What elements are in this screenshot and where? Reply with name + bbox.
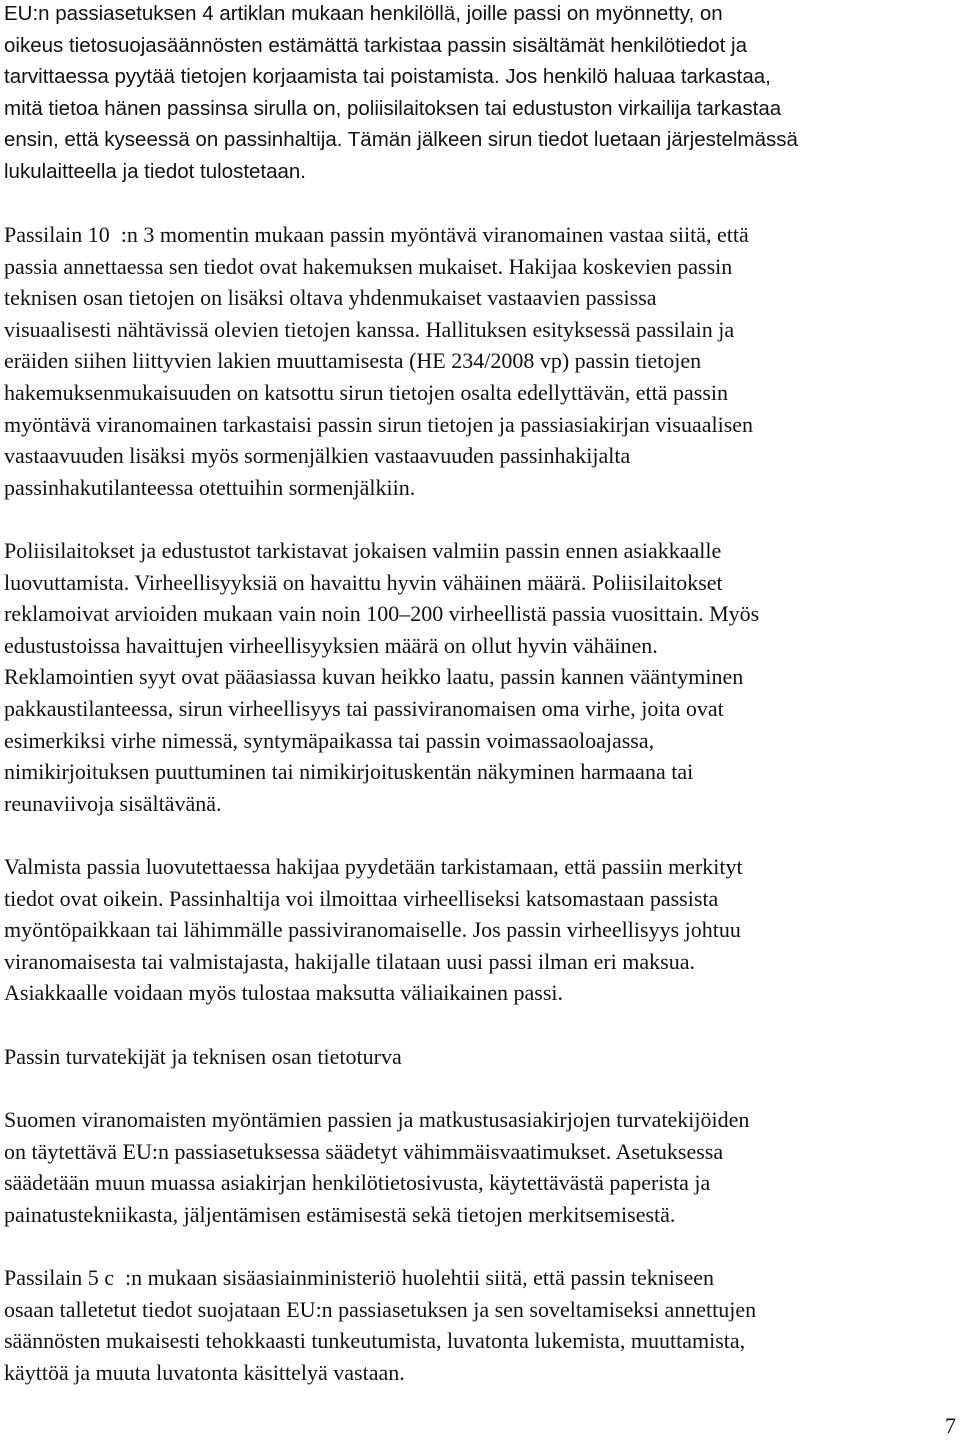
paragraph-security-features — [4, 1104, 749, 1230]
text-line: myöntävä viranomainen tarkastaisi passin sirun tietojen ja passiasiakirjan visuaalisen — [4, 411, 754, 437]
paragraph-passport-data-rights — [4, 0, 798, 188]
text-line: reklamoivat arvioiden mukaan vain noin 100–200 virheellistä passia vuosittain. Myös — [4, 601, 760, 627]
text-line: eräiden siihen liittyvien lakien muuttamisesta (HE 234/2008 vp) passin tietojen — [4, 348, 702, 374]
paragraph-passport-handover — [4, 851, 743, 1009]
paragraph-passport-law-section-10 — [4, 219, 753, 503]
text-line: reunaviivoja sisältävänä. — [4, 790, 222, 816]
text-line: pakkaustilanteessa, sirun virheellisyys tai passiviranomaisen oma virhe, joita ovat — [4, 695, 724, 721]
text-line: passia annettaessa sen tiedot ovat hakemuksen mukaiset. Hakijaa koskevien passin — [4, 253, 733, 279]
text-line: nimikirjoituksen puuttuminen tai nimikirjoituskentän näkyminen harmaana tai — [4, 759, 694, 785]
text-line: säädetään muun muassa asiakirjan henkilötietosivusta, käytettävästä paperista ja — [4, 1170, 711, 1196]
text-line: on täytettävä EU:n passiasetuksessa säädetyt vähimmäisvaatimukset. Asetuksessa — [4, 1138, 724, 1164]
text-line: Suomen viranomaisten myöntämien passien ja matkustusasiakirjojen turvatekijöiden — [4, 1107, 750, 1132]
text-line: vastaavuuden lisäksi myös sormenjälkien vastaavuuden passinhakijalta — [4, 443, 631, 469]
text-line: Passilain 10 :n 3 momentin mukaan passin myöntävä viranomainen vastaa siitä, että — [4, 222, 749, 247]
text-line: viranomaisesta tai valmistajasta, hakijalle tilataan uusi passi ilman eri maksua. — [4, 948, 695, 974]
text-line: luovuttamista. Virheellisyyksiä on havaittu hyvin vähäinen määrä. Poliisilaitokset — [4, 569, 723, 595]
text-line: lukulaitteella ja tiedot tulostetaan. — [4, 159, 307, 183]
text-line: tarvittaessa pyytää tietojen korjaamista tai poistamista. Jos henkilö haluaa tarkastaa, — [4, 65, 771, 89]
page-number: 7 — [945, 1413, 956, 1438]
text-line: myöntöpaikkaan tai lähimmälle passiviranomaiselle. Jos passin virheellisyys johtuu — [4, 917, 741, 943]
text-line: mitä tietoa hänen passinsa sirulla on, poliisilaitoksen tai edustuston virkailija tarkastaa — [4, 96, 782, 120]
text-line: Valmista passia luovutettaessa hakijaa pyydetään tarkistamaan, että passiin merkityt — [4, 854, 743, 879]
text-line: säännösten mukaisesti tehokkaasti tunkeutumista, luvatonta lukemista, muuttamista, — [4, 1328, 746, 1354]
text-line: osaan talletetut tiedot suojataan EU:n passiasetuksen ja sen soveltamiseksi annettujen — [4, 1296, 757, 1322]
text-line: Poliisilaitokset ja edustustot tarkistavat jokaisen valmiin passin ennen asiakkaalle — [4, 538, 722, 563]
text-line: oikeus tietosuojasäännösten estämättä tarkistaa passin sisältämät henkilötiedot ja — [4, 33, 747, 57]
text-line: käyttöä ja muuta luvatonta käsittelyä vastaan. — [4, 1359, 405, 1385]
paragraph-data-protection — [4, 1262, 756, 1388]
text-line: edustustoissa havaittujen virheellisyyksien määrä on ollut hyvin vähäinen. — [4, 632, 658, 658]
text-line: Asiakkaalle voidaan myös tulostaa maksutta väliaikainen passi. — [4, 980, 564, 1006]
text-line: visuaalisesti nähtävissä olevien tietojen kanssa. Hallituksen esityksessä passilain ja — [4, 316, 735, 342]
text-line: EU:n passiasetuksen 4 artiklan mukaan henkilöllä, joille passi on myönnetty, on — [4, 2, 723, 25]
text-line: hakemuksenmukaisuuden on katsottu sirun tietojen osalta edellyttävän, että passin — [4, 379, 729, 405]
text-line: tiedot ovat oikein. Passinhaltija voi ilmoittaa virheelliseksi katsomastaan passista — [4, 885, 719, 911]
heading-text: Passin turvatekijät ja teknisen osan tietoturva — [4, 1044, 402, 1069]
text-line: ensin, että kyseessä on passinhaltija. Tämän jälkeen sirun tiedot luetaan järjestelmässä — [4, 128, 798, 152]
text-line: Passilain 5 c :n mukaan sisäasiainministeriö huolehtii siitä, että passin tekniseen — [4, 1265, 714, 1290]
text-line: esimerkiksi virhe nimessä, syntymäpaikassa tai passin voimassaoloajassa, — [4, 727, 655, 753]
text-line: Reklamointien syyt ovat pääasiassa kuvan heikko laatu, passin kannen vääntyminen — [4, 664, 744, 690]
text-line: passinhakutilanteessa otettuihin sormenjälkiin. — [4, 474, 416, 500]
section-heading — [4, 1041, 402, 1073]
text-line: teknisen osan tietojen on lisäksi oltava yhdenmukaiset vastaavien passissa — [4, 285, 657, 311]
text-line: painatustekniikasta, jäljentämisen estämisestä sekä tietojen merkitsemisestä. — [4, 1201, 676, 1227]
paragraph-passport-checks — [4, 535, 759, 819]
